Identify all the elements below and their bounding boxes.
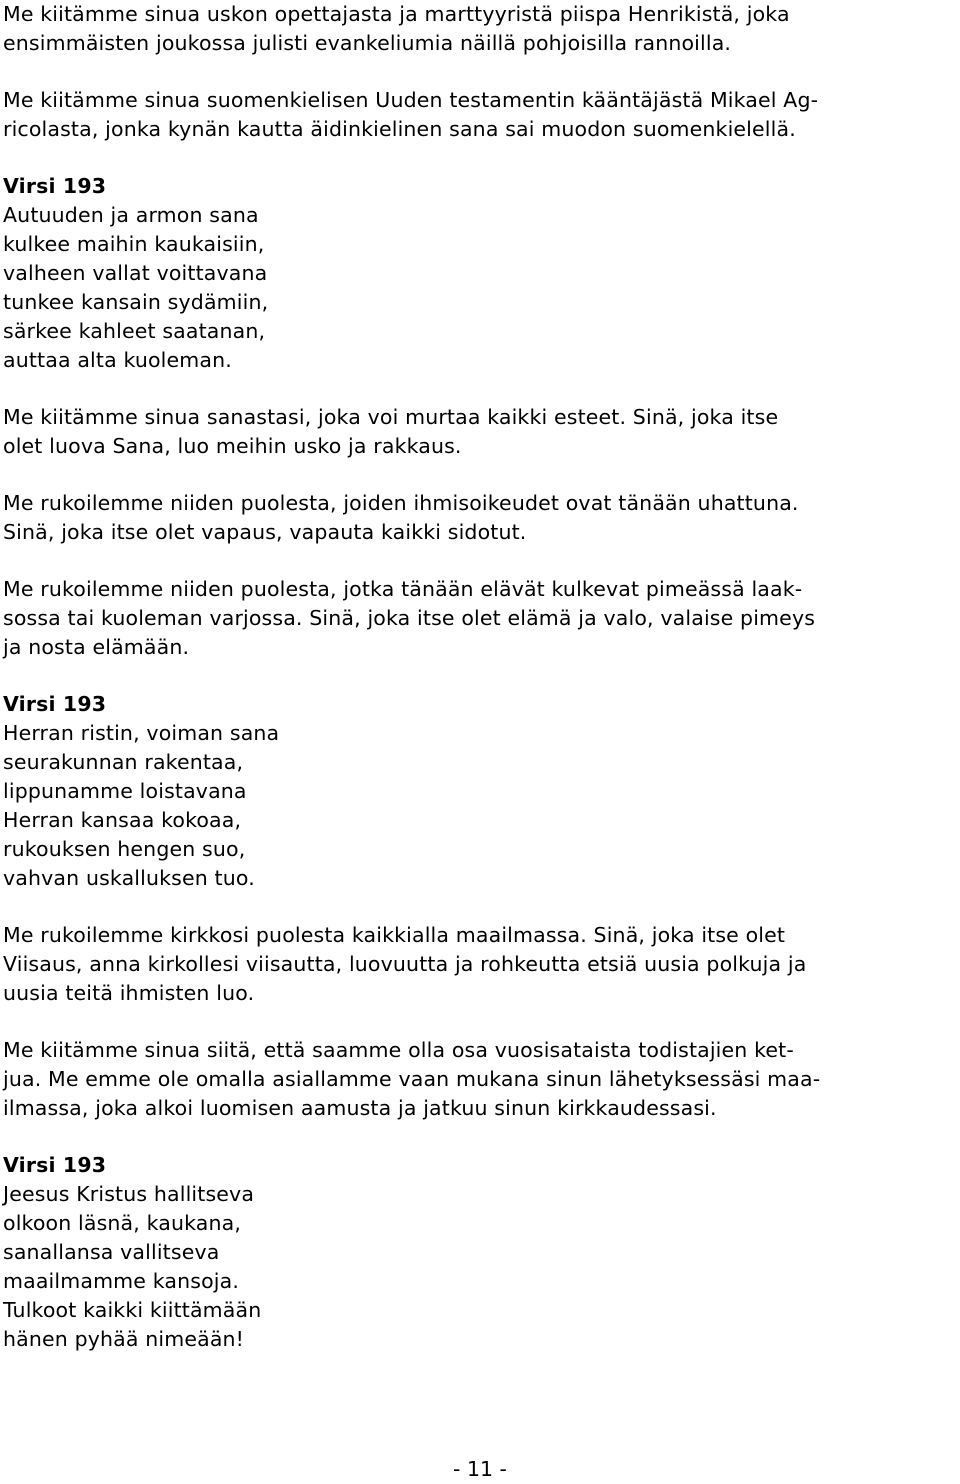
hymn-verse-line: tunkee kansain sydämiin, [3,290,269,314]
paragraph-line: ja nosta elämään. [3,635,190,659]
paragraph-line: ensimmäisten joukossa julisti evankeliumia näillä pohjoisilla rannoilla. [3,31,732,55]
hymn-verse-line: Herran ristin, voiman sana [3,721,280,745]
hymn-verse-line: sanallansa vallitseva [3,1240,220,1264]
hymn-verse-line: Jeesus Kristus hallitseva [3,1182,255,1206]
paragraph-line: ilmassa, joka alkoi luomisen aamusta ja jatkuu sinun kirkkaudessasi. [3,1096,717,1120]
hymn-heading: Virsi 193 [3,1153,107,1177]
paragraph-line: Viisaus, anna kirkollesi viisautta, luovuutta ja rohkeutta etsiä uusia polkuja ja [3,952,807,976]
paragraph-line: Me rukoilemme niiden puolesta, joiden ihmisoikeudet ovat tänään uhattuna. [3,491,799,515]
hymn-verse-line: maailmamme kansoja. [3,1269,239,1293]
hymn-verse-line: auttaa alta kuoleman. [3,348,232,372]
hymn-verse-line: rukouksen hengen suo, [3,837,246,861]
paragraph-line: Me kiitämme sinua suomenkielisen Uuden testamentin kääntäjästä Mikael Ag- [3,88,819,112]
hymn-verse-line: valheen vallat voittavana [3,261,268,285]
paragraph-line: jua. Me emme ole omalla asiallamme vaan mukana sinun lähetyksessäsi maa- [3,1067,821,1091]
hymn-verse-line: kulkee maihin kaukaisiin, [3,232,265,256]
hymn-heading: Virsi 193 [3,692,107,716]
paragraph-line: olet luova Sana, luo meihin usko ja rakkaus. [3,434,462,458]
hymn-verse-line: Tulkoot kaikki kiittämään [3,1298,262,1322]
hymn-verse-line: Autuuden ja armon sana [3,203,259,227]
paragraph-line: uusia teitä ihmisten luo. [3,981,255,1005]
hymn-verse-line: Herran kansaa kokoaa, [3,808,242,832]
paragraph-line: ricolasta, jonka kynän kautta äidinkielinen sana sai muodon suomenkielellä. [3,117,796,141]
hymn-verse-line: särkee kahleet saatanan, [3,319,266,343]
hymn-verse-line: lippunamme loistavana [3,779,247,803]
paragraph-line: Me kiitämme sinua siitä, että saamme olla osa vuosisataista todistajien ket- [3,1038,794,1062]
hymn-verse-line: olkoon läsnä, kaukana, [3,1211,242,1235]
hymn-heading: Virsi 193 [3,174,107,198]
paragraph-line: sossa tai kuoleman varjossa. Sinä, joka itse olet elämä ja valo, valaise pimeys [3,606,816,630]
hymn-verse-line: hänen pyhää nimeään! [3,1327,245,1351]
hymn-verse-line: vahvan uskalluksen tuo. [3,866,255,890]
paragraph-line: Me rukoilemme kirkkosi puolesta kaikkialla maailmassa. Sinä, joka itse olet [3,923,786,947]
paragraph-line: Me kiitämme sinua sanastasi, joka voi murtaa kaikki esteet. Sinä, joka itse [3,405,779,429]
paragraph-line: Me rukoilemme niiden puolesta, jotka tänään elävät kulkevat pimeässä laak- [3,577,803,601]
paragraph-line: Me kiitämme sinua uskon opettajasta ja marttyyristä piispa Henrikistä, joka [3,2,790,26]
hymn-verse-line: seurakunnan rakentaa, [3,750,244,774]
paragraph-line: Sinä, joka itse olet vapaus, vapauta kaikki sidotut. [3,520,527,544]
page-number: - 11 - [453,1457,507,1481]
